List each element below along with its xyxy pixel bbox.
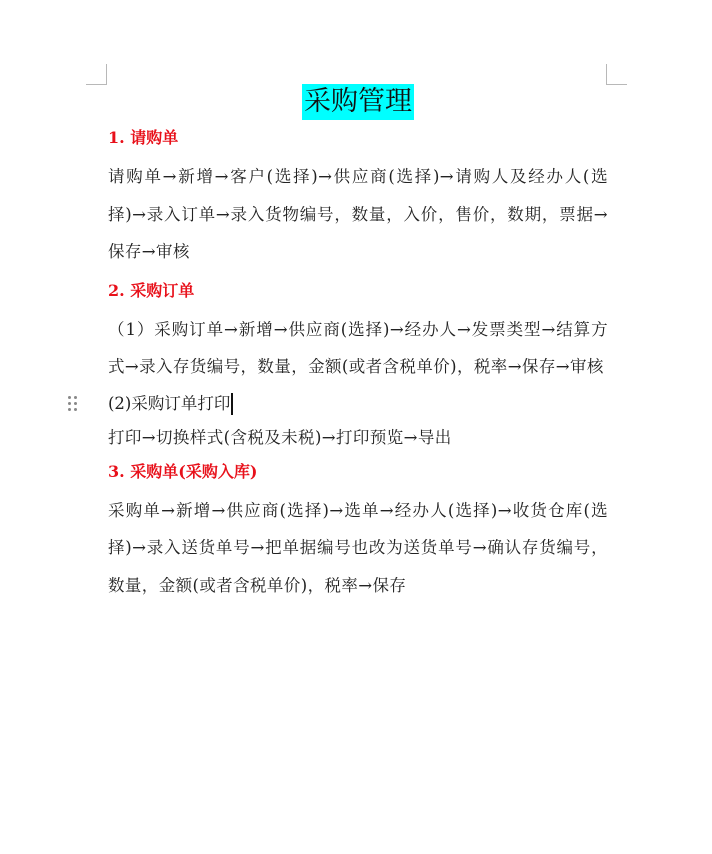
crop-mark-top-right: [606, 64, 627, 85]
section-heading-1: 1. 请购单: [108, 128, 179, 147]
crop-mark-top-left: [86, 64, 107, 85]
section-heading-2: 2. 采购订单: [108, 280, 195, 300]
document-body[interactable]: [108, 84, 608, 604]
section-paragraph-1: 请购单→新增→客户(选择)→供应商(选择)→请购人及经办人(选择)→录入订单→录入货物编号，数量，入价，售价，数期，票据→保存→审核: [108, 167, 608, 261]
sub-heading-line[interactable]: [108, 392, 608, 416]
title-container: [108, 84, 608, 124]
drag-handle-icon[interactable]: [68, 396, 80, 412]
section-paragraph-2: （1）采购订单→新增→供应商(选择)→经办人→发票类型→结算方式→录入存货编号，数量，金额(或者含税单价)，税率→保存→审核: [108, 319, 608, 376]
sub-paragraph: 打印→切换样式(含税及未税)→打印预览→导出: [108, 427, 452, 447]
sub-heading-text: (2)采购订单打印: [108, 393, 231, 413]
section-heading-3: 3. 采购单(采购入库): [108, 461, 258, 481]
document-title: 采购管理: [302, 84, 414, 120]
section-paragraph-3: 采购单→新增→供应商(选择)→选单→经办人(选择)→收货仓库(选择)→录入送货单号→把单据编号也改为送货单号→确认存货编号，数量，金额(或者含税单价)，税率→保存: [108, 500, 608, 595]
text-cursor: [231, 393, 233, 415]
